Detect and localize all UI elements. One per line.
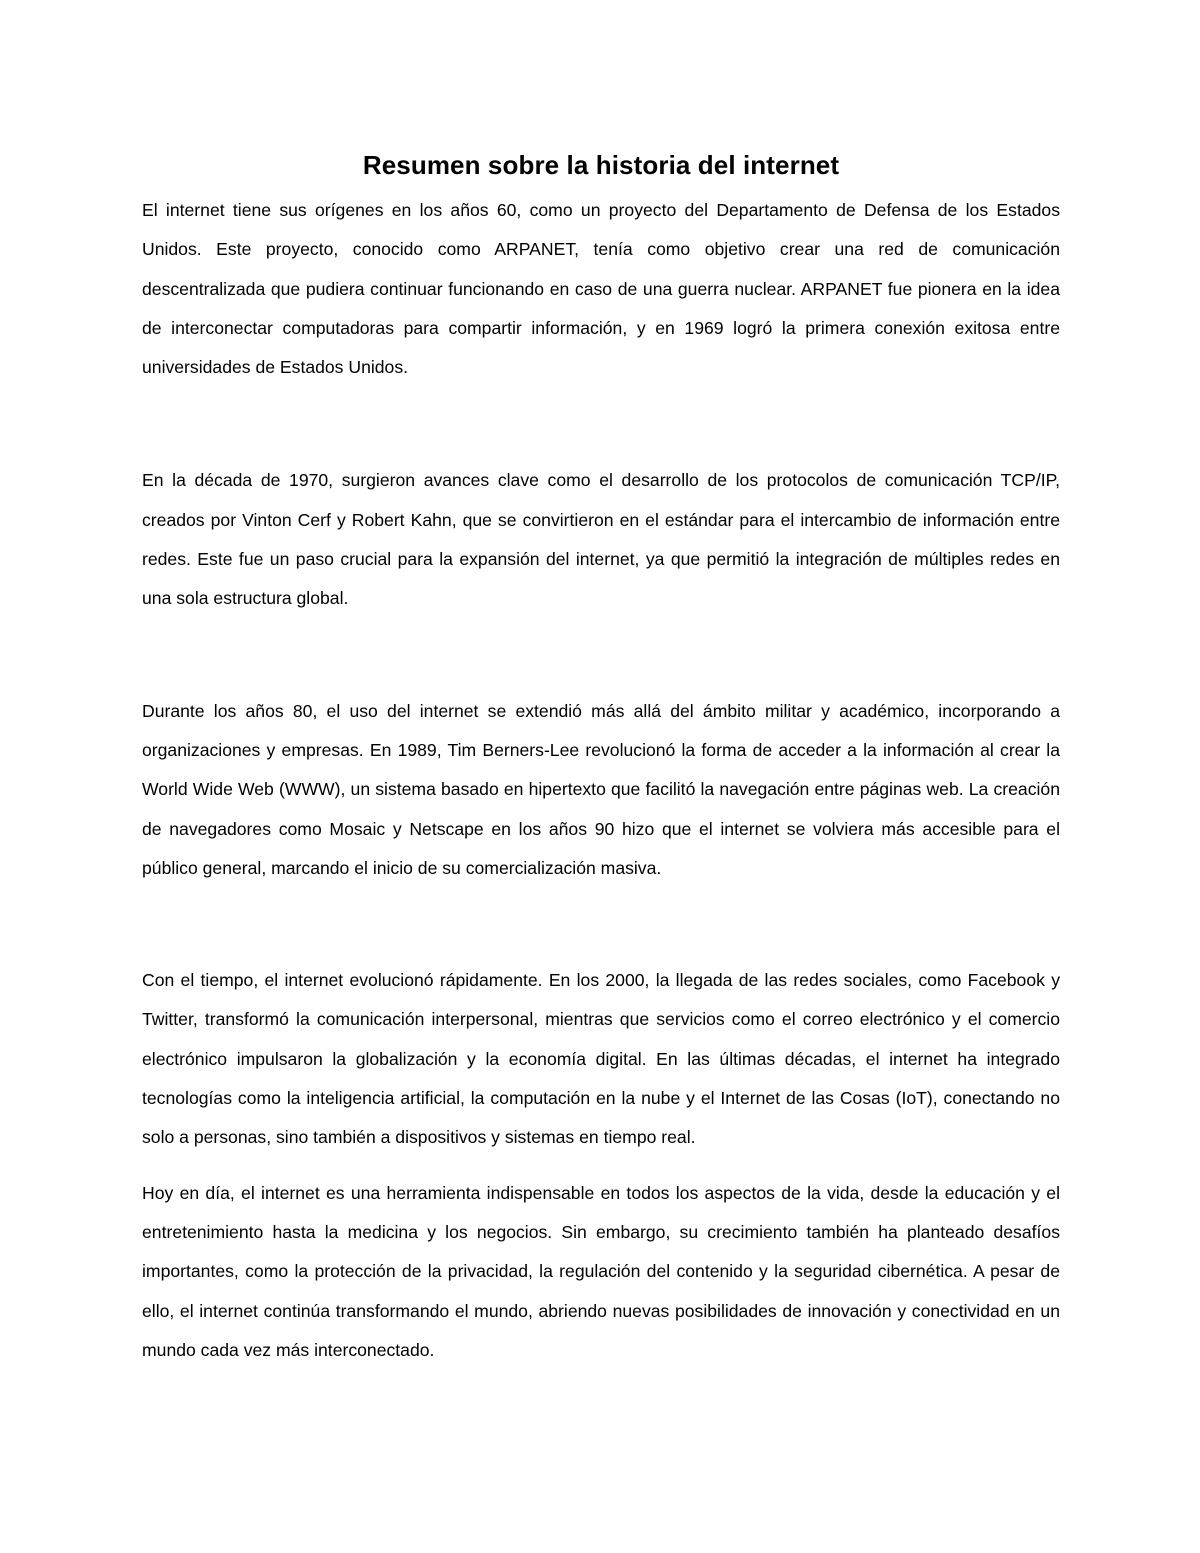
paragraph-1980s: Durante los años 80, el uso del internet se extendió más allá del ámbito militar y académico, incorporando a organizaciones y empresas. En 1989, Tim Berners-Lee revolucionó la forma de acceder a la información al crear la World Wide Web (WWW), un sistema basado en hipertexto que facilitó la navegación entre páginas web. La creación de navegadores como Mosaic y Netscape en los años 90 hizo que el internet se volviera más accesible para el público general, marcando el inicio de su comercialización masiva.	[142, 700, 1060, 878]
paragraph-1970s: En la década de 1970, surgieron avances clave como el desarrollo de los protocolos de comunicación TCP/IP, creados por Vinton Cerf y Robert Kahn, que se convirtieron en el estándar para el intercambio de información entre redes. Este fue un paso crucial para la expansión del internet, ya que permitió la integración de múltiples redes en una sola estructura global.	[142, 470, 1060, 609]
document-body	[142, 146, 1060, 1370]
document-title: Resumen sobre la historia del internet	[362, 150, 840, 180]
paragraph-origins: El internet tiene sus orígenes en los años 60, como un proyecto del Departamento de Defensa de los Estados Unidos. Este proyecto, conocido como ARPANET, tenía como objetivo crear una red de comunicación descentralizada que pudiera continuar funcionando en caso de una guerra nuclear. ARPANET fue pionera en la idea de interconectar computadoras para compartir información, y en 1969 logró la primera conexión exitosa entre universidades de Estados Unidos.	[142, 200, 1060, 378]
paragraph-2000s: Con el tiempo, el internet evolucionó rápidamente. En los 2000, la llegada de las redes sociales, como Facebook y Twitter, transformó la comunicación interpersonal, mientras que servicios como el correo electrónico y el comercio electrónico impulsaron la globalización y la economía digital. En las últimas décadas, el internet ha integrado tecnologías como la inteligencia artificial, la computación en la nube y el Internet de las Cosas (IoT), conectando no solo a personas, sino también a dispositivos y sistemas en tiempo real.	[142, 970, 1060, 1148]
paragraph-today: Hoy en día, el internet es una herramienta indispensable en todos los aspectos de la vida, desde la educación y el entretenimiento hasta la medicina y los negocios. Sin embargo, su crecimiento también ha planteado desafíos importantes, como la protección de la privacidad, la regulación del contenido y la seguridad cibernética. A pesar de ello, el internet continúa transformando el mundo, abriendo nuevas posibilidades de innovación y conectividad en un mundo cada vez más interconectado.	[142, 1182, 1060, 1360]
